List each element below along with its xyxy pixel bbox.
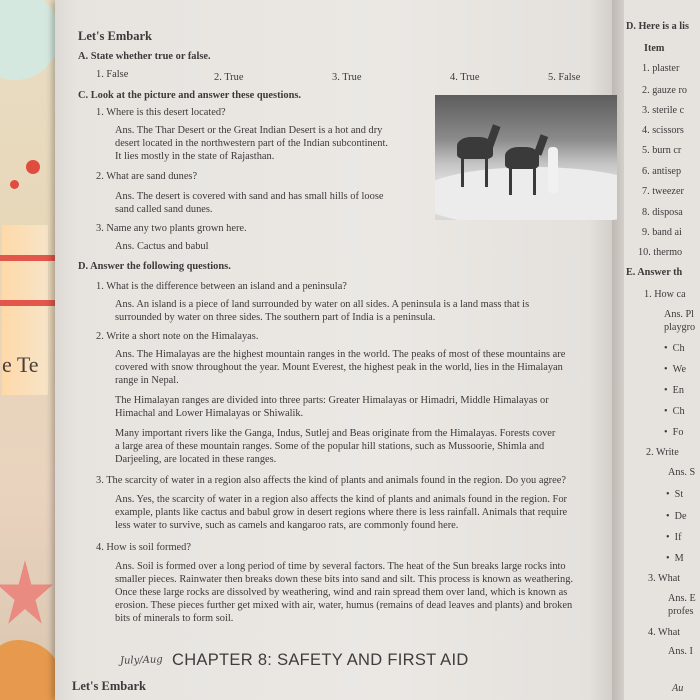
section-a-title: A. State whether true or false. (78, 51, 211, 62)
answer-line: covered with snow throughout the year. Mount Everest, the highest peak in the world, lies in the Himalayan (115, 362, 563, 373)
list-item: 2. gauze ro (642, 85, 687, 96)
question: 4. What (648, 627, 681, 638)
list-item: 6. antisep (642, 166, 682, 177)
list-item: 5. burn cr (642, 145, 682, 156)
question: 3. What (648, 573, 681, 584)
chapter-title: CHAPTER 8: SAFETY AND FIRST AID (172, 651, 469, 669)
section-heading: Let's Embark (72, 679, 146, 693)
answer-line: sand called sand dunes. (115, 204, 213, 215)
answer-line: Ans. The Himalayas are the highest mountain ranges in the world. The peaks of most of these mountains are (115, 349, 566, 360)
section-d-title: D. Answer the following questions. (78, 261, 231, 272)
list-item: 8. disposa (642, 207, 683, 218)
camel-leg (509, 167, 512, 195)
cover-dot-decoration (10, 180, 19, 189)
cover-stripe (0, 300, 62, 306)
question: 2. What are sand dunes? (96, 171, 198, 182)
answer-line: Ans. I (668, 646, 693, 657)
bullet-item: • Ch (664, 343, 685, 354)
question: 3. Name any two plants grown here. (96, 223, 247, 234)
section-d-title: D. Here is a lis (626, 21, 689, 32)
answer-line: Darjeeling, are located in these ranges. (115, 454, 277, 465)
answer-line: Ans. Cactus and babul (115, 241, 209, 252)
bullet-item: • De (666, 511, 687, 522)
bullet-text: De (674, 511, 687, 522)
question: 1. What is the difference between an island and a peninsula? (96, 281, 347, 292)
answer-line: It lies mostly in the state of Rajasthan. (115, 151, 275, 162)
answer-line: Ans. S (668, 467, 696, 478)
answer-line: Ans. The desert is covered with sand and has small hills of loose (115, 191, 384, 202)
bullet-item: • En (664, 385, 684, 396)
answer-line: Ans. The Thar Desert or the Great Indian Desert is a hot and dry (115, 125, 383, 136)
bullet-text: If (674, 532, 682, 543)
answer-line: Ans. Pl (664, 309, 695, 320)
section-e-title: E. Answer th (626, 267, 683, 278)
cover-title-fragment: e Te (2, 352, 39, 377)
camel-leg (533, 167, 536, 195)
answer-line: smaller pieces. Rainwater then breaks down these bits into sand and silt. This process is known as weathering. (115, 574, 574, 585)
bullet-item: • We (664, 364, 686, 375)
answer-item: 2. True (214, 72, 244, 83)
book-page-right (624, 0, 700, 700)
answer-line: Ans. An island is a piece of land surrounded by water on all sides. A peninsula is a land mass that is (115, 299, 530, 310)
bullet-item: • St (666, 489, 684, 500)
cover-stripe (0, 255, 62, 261)
answer-line: Ans. E (668, 593, 696, 604)
camel-leg (485, 157, 488, 187)
bullet-text: M (674, 553, 684, 564)
question: 3. The scarcity of water in a region also affects the kind of plants and animals found in the region. Do you agree? (96, 475, 566, 486)
question: 2. Write a short note on the Himalayas. (96, 331, 259, 342)
cover-orange-shape (0, 640, 60, 700)
answer-line: Many important rivers like the Ganga, Indus, Sutlej and Beas originate from the Himalayas. Forests cover (115, 428, 556, 439)
list-item: 10. thermo (638, 247, 683, 258)
camel-leg (461, 157, 464, 187)
bullet-text: Fo (672, 427, 684, 438)
question: 1. Where is this desert located? (96, 107, 226, 118)
cover-dot-decoration (26, 160, 40, 174)
list-item: 1. plaster (642, 63, 680, 74)
cover-circle-decoration (0, 0, 60, 80)
answer-line: bits of minerals to form soil. (115, 613, 234, 624)
bullet-item: • M (666, 553, 684, 564)
answer-line: Once these large rocks are dissolved by weathering, wind and rain spread them over land, which is known as (115, 587, 568, 598)
bullet-item: • If (666, 532, 682, 543)
answer-item: 1. False (96, 69, 129, 80)
answer-line: The Himalayan ranges are divided into three parts: Greater Himalayas or Himadri, Middle Himalayas or (115, 395, 549, 406)
answer-line: surrounded by water on three sides. The southern part of India is a peninsula. (115, 312, 436, 323)
question: 4. How is soil formed? (96, 542, 191, 553)
answer-line: Himachal and Lower Himalayas or Shiwalik. (115, 408, 304, 419)
section-heading: Let's Embark (78, 29, 152, 43)
answer-item: 4. True (450, 72, 480, 83)
list-item: 9. band ai (642, 227, 682, 238)
answer-item: 5. False (548, 72, 581, 83)
starfish-illustration (0, 560, 54, 630)
desert-camel-photo (435, 95, 617, 220)
answer-line: Ans. Yes, the scarcity of water in a region also affects the kind of plants and animals found in the region. For (115, 494, 567, 505)
bullet-text: Ch (672, 343, 685, 354)
camel-neck (485, 124, 500, 147)
answer-line: a large area of these mountain ranges. Some of the popular hill stations, such as Mussoorie, Shimla and (115, 441, 545, 452)
section-c-title: C. Look at the picture and answer these questions. (78, 90, 302, 101)
list-item: 3. sterile c (642, 105, 685, 116)
answer-line: profes (668, 606, 694, 617)
answer-line: less water to survive, such as camels and kangaroo rats, are commonly found here. (115, 520, 459, 531)
bullet-text: St (674, 489, 684, 500)
answer-line: playgro (664, 322, 696, 333)
person-figure (548, 147, 558, 193)
items-label: Item (644, 43, 665, 54)
bullet-item: • Fo (664, 427, 684, 438)
answer-line: range in Nepal. (115, 375, 179, 386)
question: 1. How ca (644, 289, 686, 300)
background-book-cover (0, 0, 62, 700)
handwritten-note: July/Aug (119, 654, 163, 667)
list-item: 7. tweezer (642, 186, 684, 197)
answer-line: example, plants like cactus and babul grow in desert regions where there is less rainfall. Animals that require (115, 507, 568, 518)
answer-line: desert located in the northwestern part of the Indian subcontinent. (115, 138, 388, 149)
answer-item: 3. True (332, 72, 362, 83)
question: 2. Write (646, 447, 679, 458)
bullet-item: • Ch (664, 406, 685, 417)
list-item: 4. scissors (642, 125, 684, 136)
handwritten-note: Au (672, 683, 684, 694)
camel-neck (534, 134, 548, 156)
answer-line: Ans. Soil is formed over a long period of time by several factors. The heat of the Sun breaks large rocks into (115, 561, 566, 572)
bullet-text: En (672, 385, 684, 396)
bullet-text: We (672, 364, 686, 375)
bullet-text: Ch (672, 406, 685, 417)
answer-line: erosion. These pieces further get mixed with air, water, humus (remains of dead leaves and plants) and broken (115, 600, 573, 611)
